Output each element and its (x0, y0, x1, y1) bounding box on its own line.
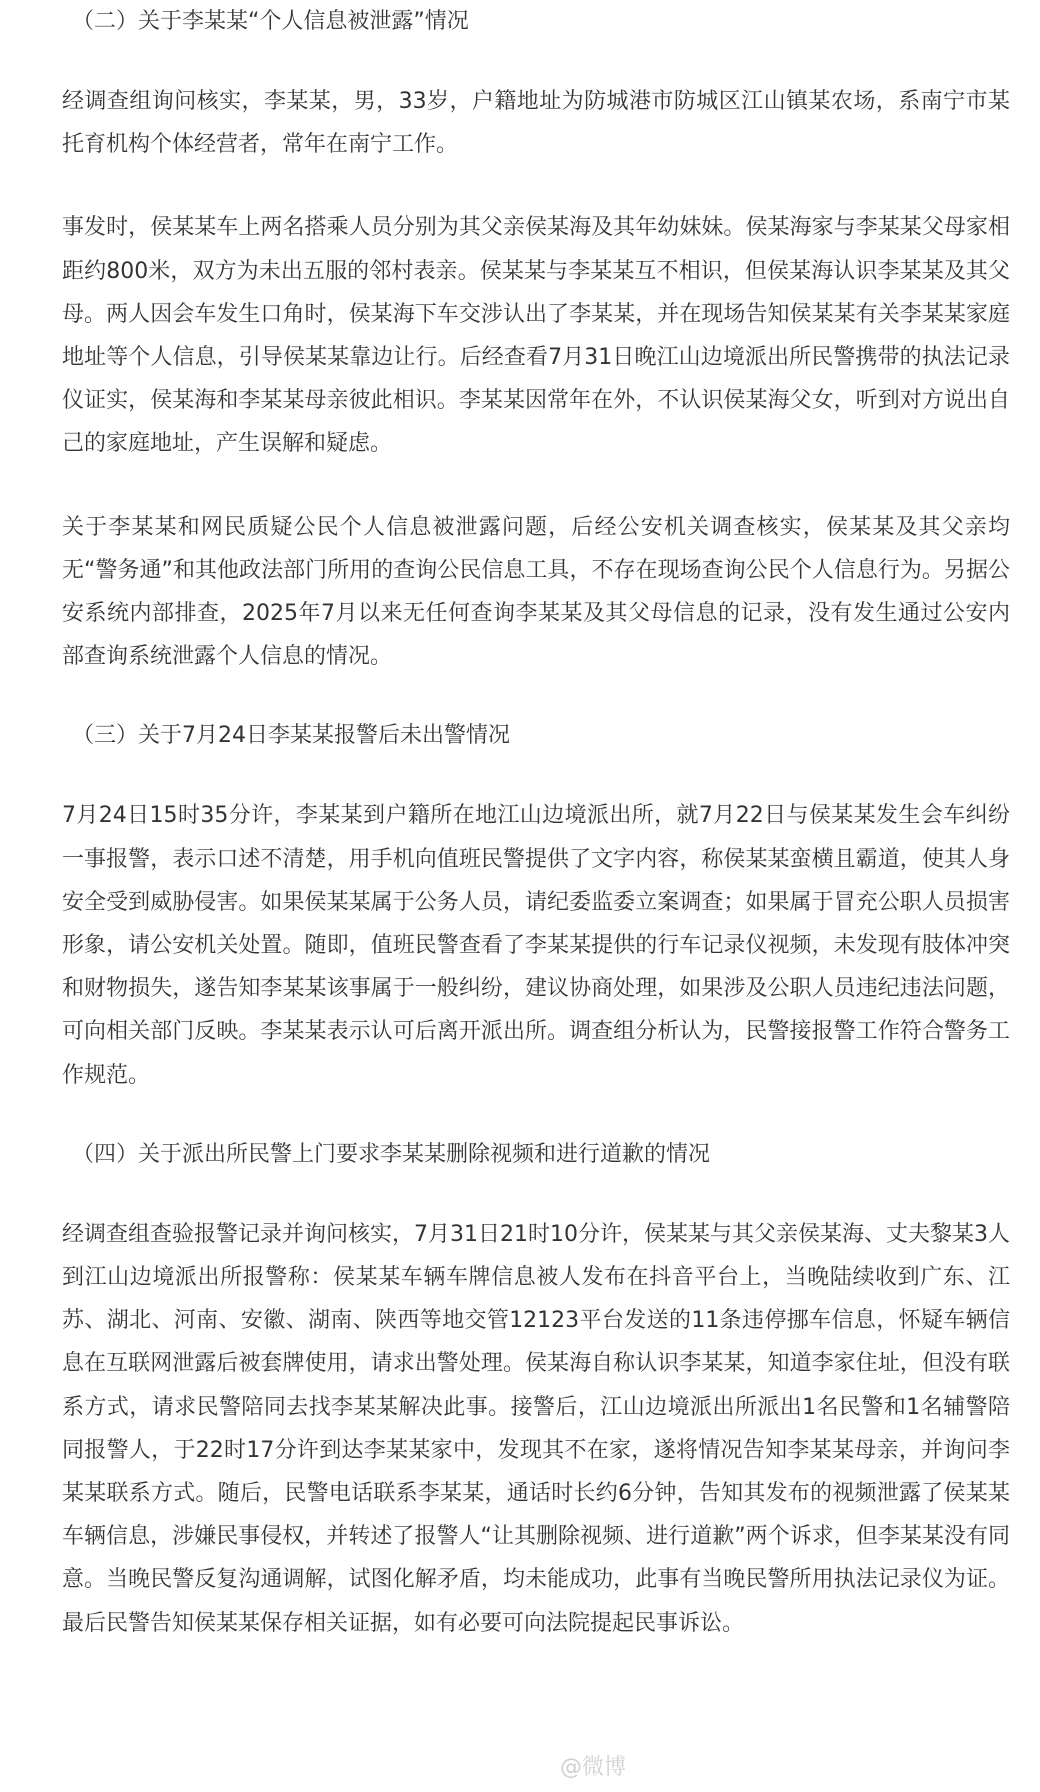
weibo-watermark: @微博 (560, 1755, 627, 1780)
paragraph-report-0724: 7月24日15时35分许，李某某到户籍所在地江山边境派出所，就7月22日与侯某某发生会车纠纷一事报警，表示口述不清楚，用手机向值班民警提供了文字内容，称侯某某蛮横且霸道，使其人身安全受到威胁侵害。如果侯某某属于公务人员，请纪委监委立案调查；如果属于冒充公职人员损害形象，请公安机关处置。随即，值班民警查看了李某某提供的行车记录仪视频，未发现有肢体冲突和财物损失，遂告知李某某该事属于一般纠纷，建议协商处理，如果涉及公职人员违纪违法问题，可向相关部门反映。李某某表示认可后离开派出所。调查组分析认为，民警接报警工作符合警务工作规范。 (62, 803, 1010, 1088)
section-heading-2: （二）关于李某某“个人信息被泄露”情况 (72, 9, 469, 34)
paragraph-identity: 经调查组询问核实，李某某，男，33岁，户籍地址为防城港市防城区江山镇某农场，系南宁市某托育机构个体经营者，常年在南宁工作。 (62, 89, 1010, 158)
paragraph-police-visit: 经调查组查验报警记录并询问核实，7月31日21时10分许，侯某某与其父亲侯某海、丈夫黎某3人到江山边境派出所报警称：侯某某车辆车牌信息被人发布在抖音平台上，当晚陆续收到广东、江苏、湖北、河南、安徽、湖南、陕西等地交管12123平台发送的11条违停挪车信息，怀疑车辆信息在互联网泄露后被套牌使用，请求出警处理。侯某海自称认识李某某，知道李家住址，但没有联系方式，请求民警陪同去找李某某解决此事。接警后，江山边境派出所派出1名民警和1名辅警陪同报警人，于22时17分许到达李某某家中，发现其不在家，遂将情况告知李某某母亲，并询问李某某联系方式。随后，民警电话联系李某某，通话时长约6分钟，告知其发布的视频泄露了侯某某车辆信息，涉嫌民事侵权，并转述了报警人“让其删除视频、进行道歉”两个诉求，但李某某没有同意。当晚民警反复沟通调解，试图化解矛盾，均未能成功，此事有当晚民警所用执法记录仪为证。最后民警告知侯某某保存相关证据，如有必要可向法院提起民事诉讼。 (62, 1221, 1010, 1636)
paragraph-info-leak: 关于李某某和网民质疑公民个人信息被泄露问题，后经公安机关调查核实，侯某某及其父亲均无“警务通”和其他政法部门所用的查询公民信息工具，不存在现场查询公民个人信息行为。另据公安系统内部排查，2025年7月以来无任何查询李某某及其父母信息的记录，没有发生通过公安内部查询系统泄露个人信息的情况。 (62, 514, 1010, 670)
section-heading-3: （三）关于7月24日李某某报警后未出警情况 (72, 723, 510, 749)
paragraph-incident: 事发时，侯某某车上两名搭乘人员分别为其父亲侯某海及其年幼妹妹。侯某海家与李某某父母家相距约800米，双方为未出五服的邻村表亲。侯某某与李某某互不相识，但侯某海认识李某某及其父母。两人因会车发生口角时，侯某海下车交涉认出了李某某，并在现场告知侯某某有关李某某家庭地址等个人信息，引导侯某某靠边让行。后经查看7月31日晚江山边境派出所民警携带的执法记录仪证实，侯某海和李某某母亲彼此相识。李某某因常年在外，不认识侯某海父女，听到对方说出自己的家庭地址，产生误解和疑虑。 (62, 215, 1010, 457)
section-heading-4: （四）关于派出所民警上门要求李某某删除视频和进行道歉的情况 (72, 1141, 711, 1167)
